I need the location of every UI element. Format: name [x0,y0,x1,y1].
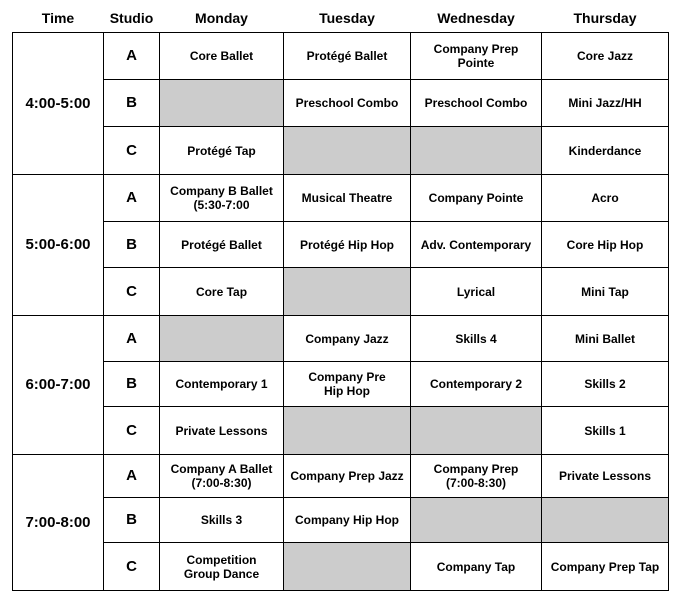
empty-slot [284,127,411,175]
studio-label: B [104,498,160,543]
studio-label: C [104,268,160,316]
class-cell-tuesday: Company Jazz [284,316,411,362]
class-cell-monday: Competition Group Dance [160,543,284,591]
class-cell-thursday: Core Hip Hop [542,222,669,268]
schedule-row [13,407,669,455]
time-slot-label: 5:00-6:00 [13,175,104,316]
schedule-row [13,127,669,175]
class-cell-monday: Company A Ballet (7:00-8:30) [160,455,284,498]
schedule-row [13,33,669,80]
class-cell-tuesday: Musical Theatre [284,175,411,222]
class-cell-monday: Protégé Tap [160,127,284,175]
schedule-row [13,455,669,498]
class-cell-monday: Skills 3 [160,498,284,543]
empty-slot [542,498,669,543]
schedule-row [13,316,669,362]
class-cell-thursday: Mini Tap [542,268,669,316]
empty-slot [411,127,542,175]
schedule-row [13,80,669,127]
header-tuesday: Tuesday [319,10,375,26]
time-slot-label: 6:00-7:00 [13,316,104,455]
class-cell-thursday: Kinderdance [542,127,669,175]
header-row [13,4,669,33]
empty-slot [160,316,284,362]
studio-label: B [104,80,160,127]
empty-slot [411,498,542,543]
class-cell-thursday: Mini Ballet [542,316,669,362]
schedule-table [12,4,669,591]
class-cell-monday: Company B Ballet (5:30-7:00 [160,175,284,222]
studio-label: A [104,455,160,498]
time-slot-label: 7:00-8:00 [13,455,104,591]
class-cell-thursday: Skills 2 [542,362,669,407]
class-cell-wednesday: Preschool Combo [411,80,542,127]
class-cell-monday: Protégé Ballet [160,222,284,268]
class-cell-monday: Contemporary 1 [160,362,284,407]
empty-slot [160,80,284,127]
class-cell-thursday: Core Jazz [542,33,669,80]
header-wednesday: Wednesday [437,10,515,26]
empty-slot [411,407,542,455]
class-cell-wednesday: Company Prep (7:00-8:30) [411,455,542,498]
class-cell-tuesday: Company Pre Hip Hop [284,362,411,407]
class-cell-wednesday: Company Pointe [411,175,542,222]
class-cell-tuesday: Protégé Hip Hop [284,222,411,268]
studio-label: C [104,127,160,175]
class-cell-thursday: Mini Jazz/HH [542,80,669,127]
empty-slot [284,268,411,316]
class-cell-wednesday: Skills 4 [411,316,542,362]
studio-label: C [104,407,160,455]
class-cell-tuesday: Company Prep Jazz [284,455,411,498]
schedule-row [13,175,669,222]
empty-slot [284,407,411,455]
header-time: Time [41,10,75,26]
studio-label: B [104,222,160,268]
class-cell-thursday: Company Prep Tap [542,543,669,591]
class-cell-monday: Private Lessons [160,407,284,455]
class-cell-wednesday: Adv. Contemporary [411,222,542,268]
schedule-row [13,222,669,268]
time-slot-label: 4:00-5:00 [13,33,104,175]
header-studio: Studio [109,10,154,26]
header-thursday: Thursday [573,10,637,26]
schedule-row [13,362,669,407]
class-cell-wednesday: Contemporary 2 [411,362,542,407]
schedule-body [13,33,669,591]
class-cell-wednesday: Company Prep Pointe [411,33,542,80]
studio-label: A [104,175,160,222]
class-cell-thursday: Private Lessons [542,455,669,498]
class-cell-thursday: Skills 1 [542,407,669,455]
class-cell-tuesday: Protégé Ballet [284,33,411,80]
studio-label: B [104,362,160,407]
class-cell-monday: Core Ballet [160,33,284,80]
class-cell-tuesday: Preschool Combo [284,80,411,127]
studio-label: C [104,543,160,591]
header-monday: Monday [195,10,248,26]
schedule-row [13,268,669,316]
empty-slot [284,543,411,591]
schedule-row [13,498,669,543]
class-cell-tuesday: Company Hip Hop [284,498,411,543]
class-cell-wednesday: Company Tap [411,543,542,591]
class-cell-thursday: Acro [542,175,669,222]
studio-label: A [104,316,160,362]
class-cell-monday: Core Tap [160,268,284,316]
schedule-row [13,543,669,591]
studio-label: A [104,33,160,80]
class-cell-wednesday: Lyrical [411,268,542,316]
